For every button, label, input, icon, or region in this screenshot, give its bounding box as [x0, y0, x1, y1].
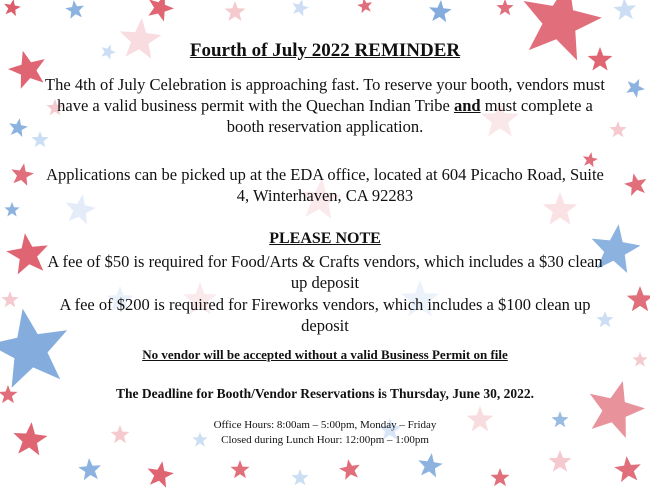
office-hours-block	[0, 418, 650, 448]
intro-text-start: The 4th of July Celebration is approaching fast. To reserve your booth, vendors must have a valid business permit with the Quechan Indian Tribe	[45, 75, 605, 115]
permit-warning: No vendor will be accepted without a valid Business Permit on file	[142, 347, 508, 362]
intro-paragraph	[40, 74, 610, 137]
applications-paragraph: Applications can be picked up at the EDA office, located at 604 Picacho Road, Suite 4, Winterhaven, CA 92283	[46, 165, 604, 205]
lunch-hours: Closed during Lunch Hour: 12:00pm – 1:00pm	[221, 434, 429, 446]
fee-fireworks: A fee of $200 is required for Fireworks vendors, which includes a $100 clean up deposit	[59, 295, 591, 335]
deadline-notice: The Deadline for Booth/Vendor Reservations is Thursday, June 30, 2022.	[115, 386, 535, 401]
intro-emphasis: and	[453, 96, 481, 115]
fee-food-arts: A fee of $50 is required for Food/Arts & Crafts vendors, which includes a $30 clean up deposit	[47, 252, 603, 292]
note-heading: PLEASE NOTE	[269, 230, 381, 247]
intro-text-end: must complete a booth reservation application.	[226, 96, 593, 136]
office-hours: Office Hours: 8:00am – 5:00pm, Monday – Friday	[213, 419, 437, 431]
page-title: Fourth of July 2022 REMINDER	[189, 40, 461, 61]
